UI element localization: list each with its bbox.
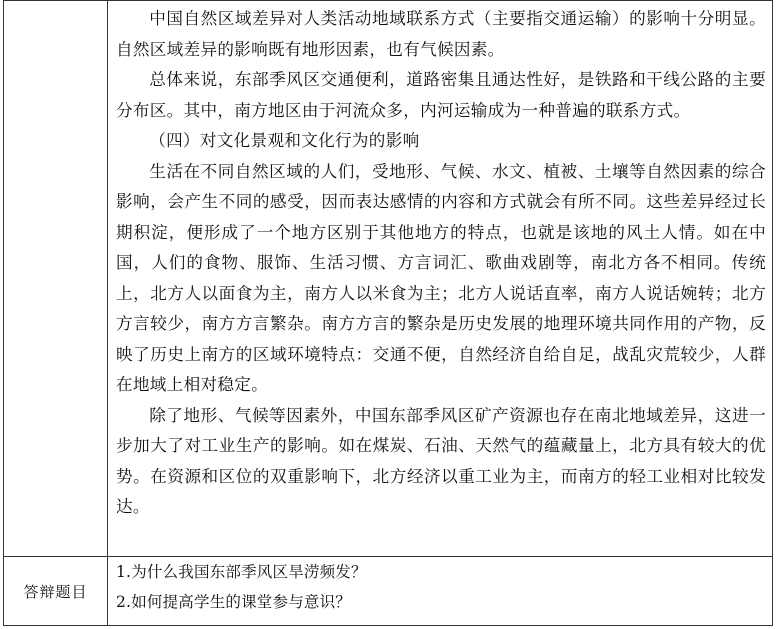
- paragraph-transport-summary: 总体来说，东部季风区交通便利，道路密集且通达性好，是铁路和干线公路的主要分布区。其中，南方地区由于河流众多，内河运输成为一种普遍的联系方式。: [116, 70, 766, 120]
- content-cell: [108, 1, 773, 557]
- question-item: 1.为什么我国东部季风区旱涝频发？: [116, 563, 367, 581]
- qa-label: 答辩题目: [4, 557, 108, 626]
- document-table: [3, 0, 773, 626]
- paragraph-culture: 生活在不同自然区域的人们，受地形、气候、水文、植被、土壤等自然因素的综合影响，会产生不同的感受，因而表达感情的内容和方式就会有所不同。这些差异经过长期积淀，便形成了一个地方区别于其他地方的特点，也就是该地的风土人情。如在中国，人们的食物、服饰、生活习惯、方言词汇、歌曲戏剧等，南北方各不相同。传统上，北方人以面食为主，南方人以米食为主；北方人说话直率，南方人说话婉转；北方方言较少，南方方言繁杂。南方方言的繁杂是历史发展的地理环境共同作用的产物，反映了历史上南方的区域环境特点：交通不便，自然经济自给自足，战乱灾荒较少，人群在地域上相对稳定。: [116, 161, 766, 394]
- qa-questions: [108, 557, 773, 626]
- question-item: 2.如何提高学生的课堂参与意识？: [116, 593, 351, 611]
- content-row: [4, 1, 773, 557]
- qa-row: [4, 557, 773, 626]
- empty-label-cell: [4, 1, 108, 557]
- paragraph-transport-intro: 中国自然区域差异对人类活动地域联系方式（主要指交通运输）的影响十分明显。自然区域差异的影响既有地形因素，也有气候因素。: [116, 9, 766, 59]
- paragraph-industry: 除了地形、气候等因素外，中国东部季风区矿产资源也存在南北地域差异，这进一步加大了对工业生产的影响。如在煤炭、石油、天然气的蕴藏量上，北方具有较大的优势。在资源和区位的双重影响下，北方经济以重工业为主，而南方的轻工业相对比较发达。: [116, 405, 766, 516]
- section-heading-culture: （四）对文化景观和文化行为的影响: [149, 131, 420, 150]
